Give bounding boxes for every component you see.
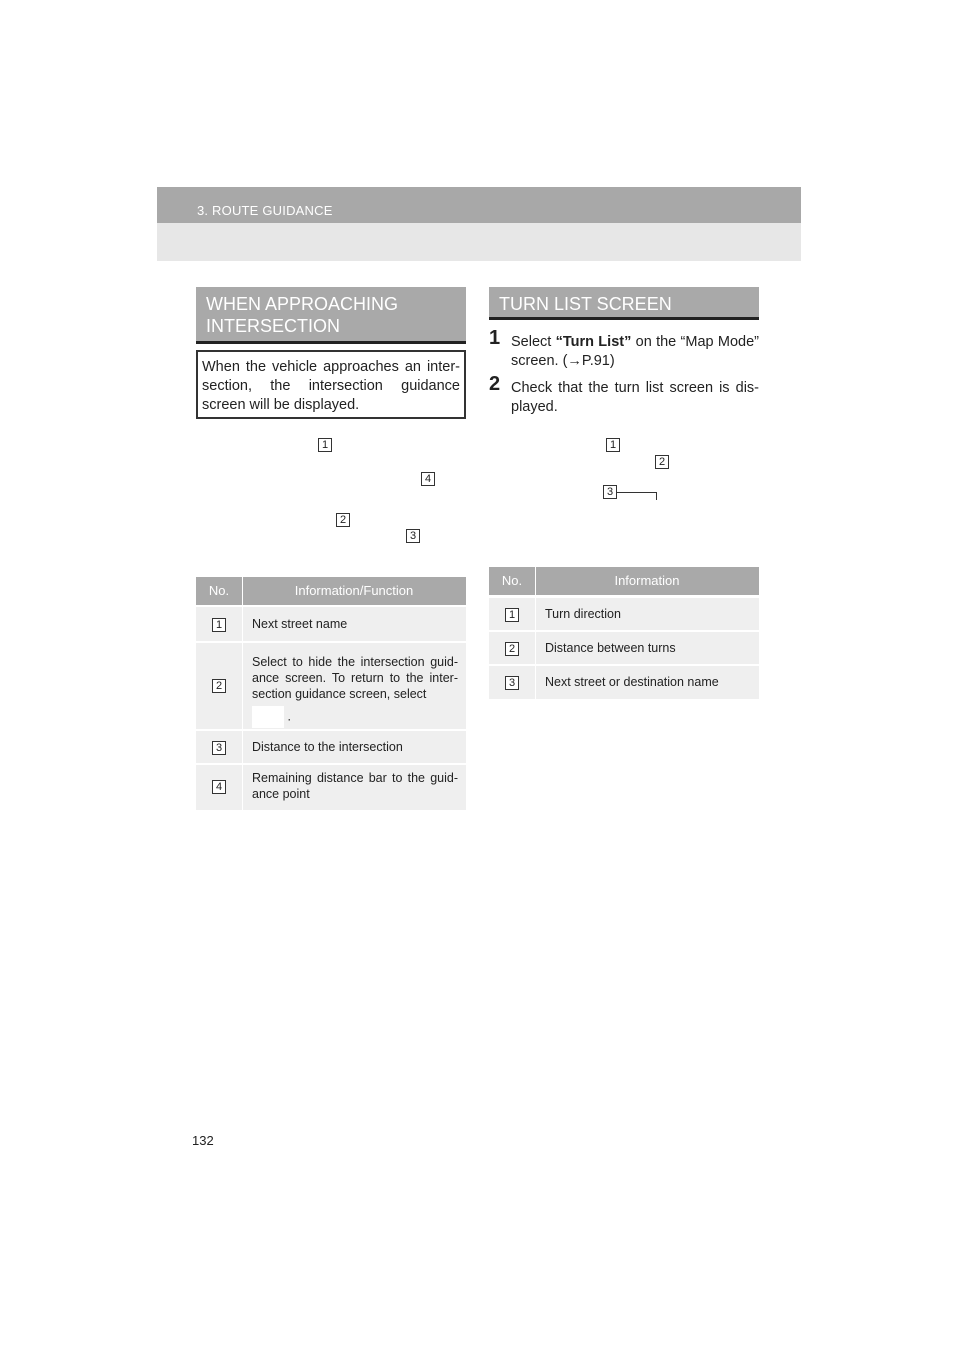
- section-heading-turn-list: [489, 287, 759, 320]
- callout-1: 1: [318, 438, 332, 452]
- section-heading-intersection: [196, 287, 466, 344]
- row-text: Distance to the intersection: [252, 740, 403, 754]
- callout-leader-tick: [656, 492, 657, 500]
- section-heading-line1: WHEN APPROACHING: [206, 294, 399, 314]
- row-text: Distance between turns: [545, 641, 676, 655]
- chapter-title: 3. ROUTE GUIDANCE: [197, 203, 333, 218]
- column-header-info: Information: [614, 573, 680, 588]
- callout-4: 4: [421, 472, 435, 486]
- callout-3: 3: [406, 529, 420, 543]
- chapter-header: [157, 187, 801, 223]
- table-row: [489, 666, 759, 699]
- table-header: [489, 567, 759, 595]
- row-number: 3: [505, 676, 519, 690]
- row-number: 2: [505, 642, 519, 656]
- callout-leader-line: [617, 492, 657, 493]
- column-header-no: No.: [208, 583, 230, 598]
- step-text-post: on the “Map Mode” screen. (→P.91): [511, 334, 759, 369]
- page-number: 132: [192, 1133, 214, 1148]
- step-number: 1: [489, 327, 501, 349]
- section-heading-title: TURN LIST SCREEN: [499, 294, 672, 314]
- table-header: [196, 577, 466, 605]
- step-text: Check that the turn list screen is dis-played.: [511, 380, 759, 415]
- step-2: [489, 373, 759, 419]
- row-number: 1: [505, 608, 519, 622]
- column-header-info: Information/Function: [294, 583, 414, 598]
- callout-2: 2: [336, 513, 350, 527]
- callout-3: 3: [603, 485, 617, 499]
- row-number: 4: [212, 780, 226, 794]
- table-row: [196, 643, 466, 729]
- row-text-suffix: .: [287, 709, 291, 724]
- row-text: Turn direction: [545, 607, 621, 621]
- row-number: 3: [212, 741, 226, 755]
- row-number: 2: [212, 679, 226, 693]
- table-row: [489, 632, 759, 664]
- table-row: [489, 598, 759, 630]
- table-row: [196, 607, 466, 641]
- info-note-text: When the vehicle approaches an inter-section, the intersection guidance screen will be displayed.: [202, 359, 460, 413]
- table-row: [196, 731, 466, 763]
- row-text: Remaining distance bar to the guid-ance point: [252, 771, 458, 801]
- turn-list-label: “Turn List”: [555, 334, 632, 350]
- row-text: Next street or destination name: [545, 675, 719, 689]
- intersection-info-table: [196, 577, 466, 810]
- row-text: Next street name: [252, 617, 348, 631]
- column-header-no: No.: [501, 573, 523, 588]
- row-number: 1: [212, 618, 226, 632]
- header-subband: [157, 223, 801, 261]
- turn-list-info-table: [489, 567, 759, 699]
- section-heading-line2: INTERSECTION: [206, 316, 341, 336]
- row-text: Select to hide the intersection guid-ance screen. To return to the inter-section guidance screen, select: [252, 655, 458, 701]
- show-guidance-button-image: [252, 706, 284, 728]
- info-note-box: [196, 350, 466, 419]
- step-number: 2: [489, 373, 501, 395]
- step-text-pre: Select: [511, 334, 556, 350]
- callout-1: 1: [606, 438, 620, 452]
- table-row: [196, 765, 466, 810]
- step-1: [489, 327, 759, 373]
- callout-2: 2: [655, 455, 669, 469]
